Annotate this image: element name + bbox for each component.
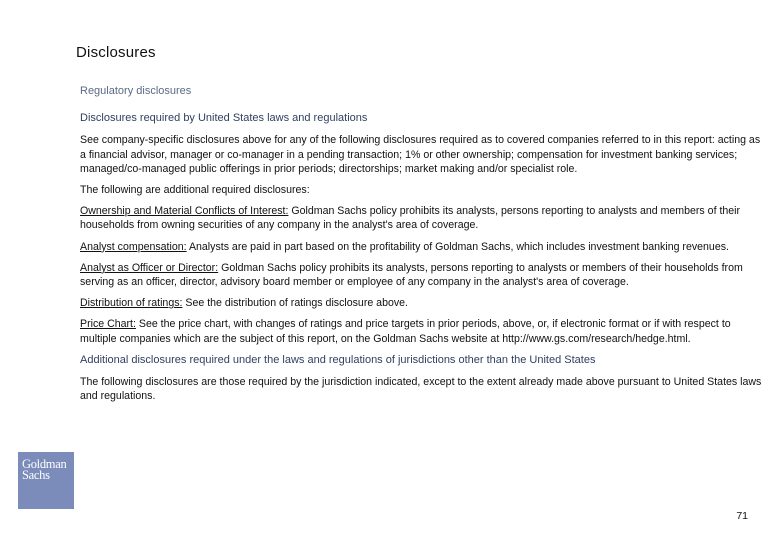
disclosure-label-officer-director: Analyst as Officer or Director: <box>80 261 219 274</box>
other-jurisdictions-paragraph: The following disclosures are those required by the jurisdiction indicated, except to the extent already made above pursuant to United States laws and regulations. <box>80 376 762 403</box>
section-heading-regulatory: Regulatory disclosures <box>80 85 192 97</box>
disclosure-text-ownership: Goldman Sachs policy prohibits its analysts, persons reporting to analysts and members of their households from owning securities of any company in the analyst's area of coverage. <box>80 205 741 232</box>
disclosure-label-ratings: Distribution of ratings: <box>80 297 183 310</box>
disclosure-item-ratings <box>80 296 764 310</box>
additional-intro-paragraph: The following are additional required disclosures: <box>80 184 310 197</box>
goldman-sachs-logo <box>18 452 74 509</box>
logo-word-goldman: Goldman <box>22 457 67 471</box>
disclosure-text-price-chart: See the price chart, with changes of ratings and price targets in prior periods, above, or, if electronic format or if with respect to multiple companies which are the subject of this report, on the Goldman Sachs website at http://www.gs.com/research/hedge.html. <box>80 318 731 345</box>
disclosure-item-ownership <box>80 204 764 232</box>
disclosure-text-officer-director: Goldman Sachs policy prohibits its analysts, persons reporting to analysts or members of their households from serving as an officer, director, advisory board member or employee of any company in the analyst's area of coverage. <box>80 261 743 289</box>
disclosure-text-ratings: See the distribution of ratings disclosure above. <box>182 297 408 310</box>
intro-paragraph: See company-specific disclosures above for any of the following disclosures required as to covered companies referred to in this report: acting as a financial advisor, manager or co-manager in a pending transaction; 1% or other ownership; compensation for investment banking services; managed/co-managed public offerings in prior periods; directorships; market making and/or specialist role. <box>80 134 761 175</box>
logo-word-sachs: Sachs <box>22 468 50 482</box>
page-number: 71 <box>736 510 748 522</box>
disclosure-label-ownership: Ownership and Material Conflicts of Interest: <box>80 205 289 218</box>
subheading-us-disclosures: Disclosures required by United States laws and regulations <box>80 112 368 125</box>
disclosures-content <box>80 84 764 410</box>
subheading-other-jurisdictions: Additional disclosures required under the laws and regulations of jurisdictions other than the United States <box>80 353 596 366</box>
disclosure-item-price-chart <box>80 317 764 345</box>
disclosure-item-officer-director <box>80 261 764 289</box>
disclosure-text-compensation: Analysts are paid in part based on the profitability of Goldman Sachs, which includes investment banking revenues. <box>186 240 729 253</box>
disclosure-item-compensation <box>80 240 764 254</box>
disclosure-label-compensation: Analyst compensation: <box>80 240 187 253</box>
page-title: Disclosures <box>76 44 156 61</box>
disclosure-label-price-chart: Price Chart: <box>80 318 136 331</box>
